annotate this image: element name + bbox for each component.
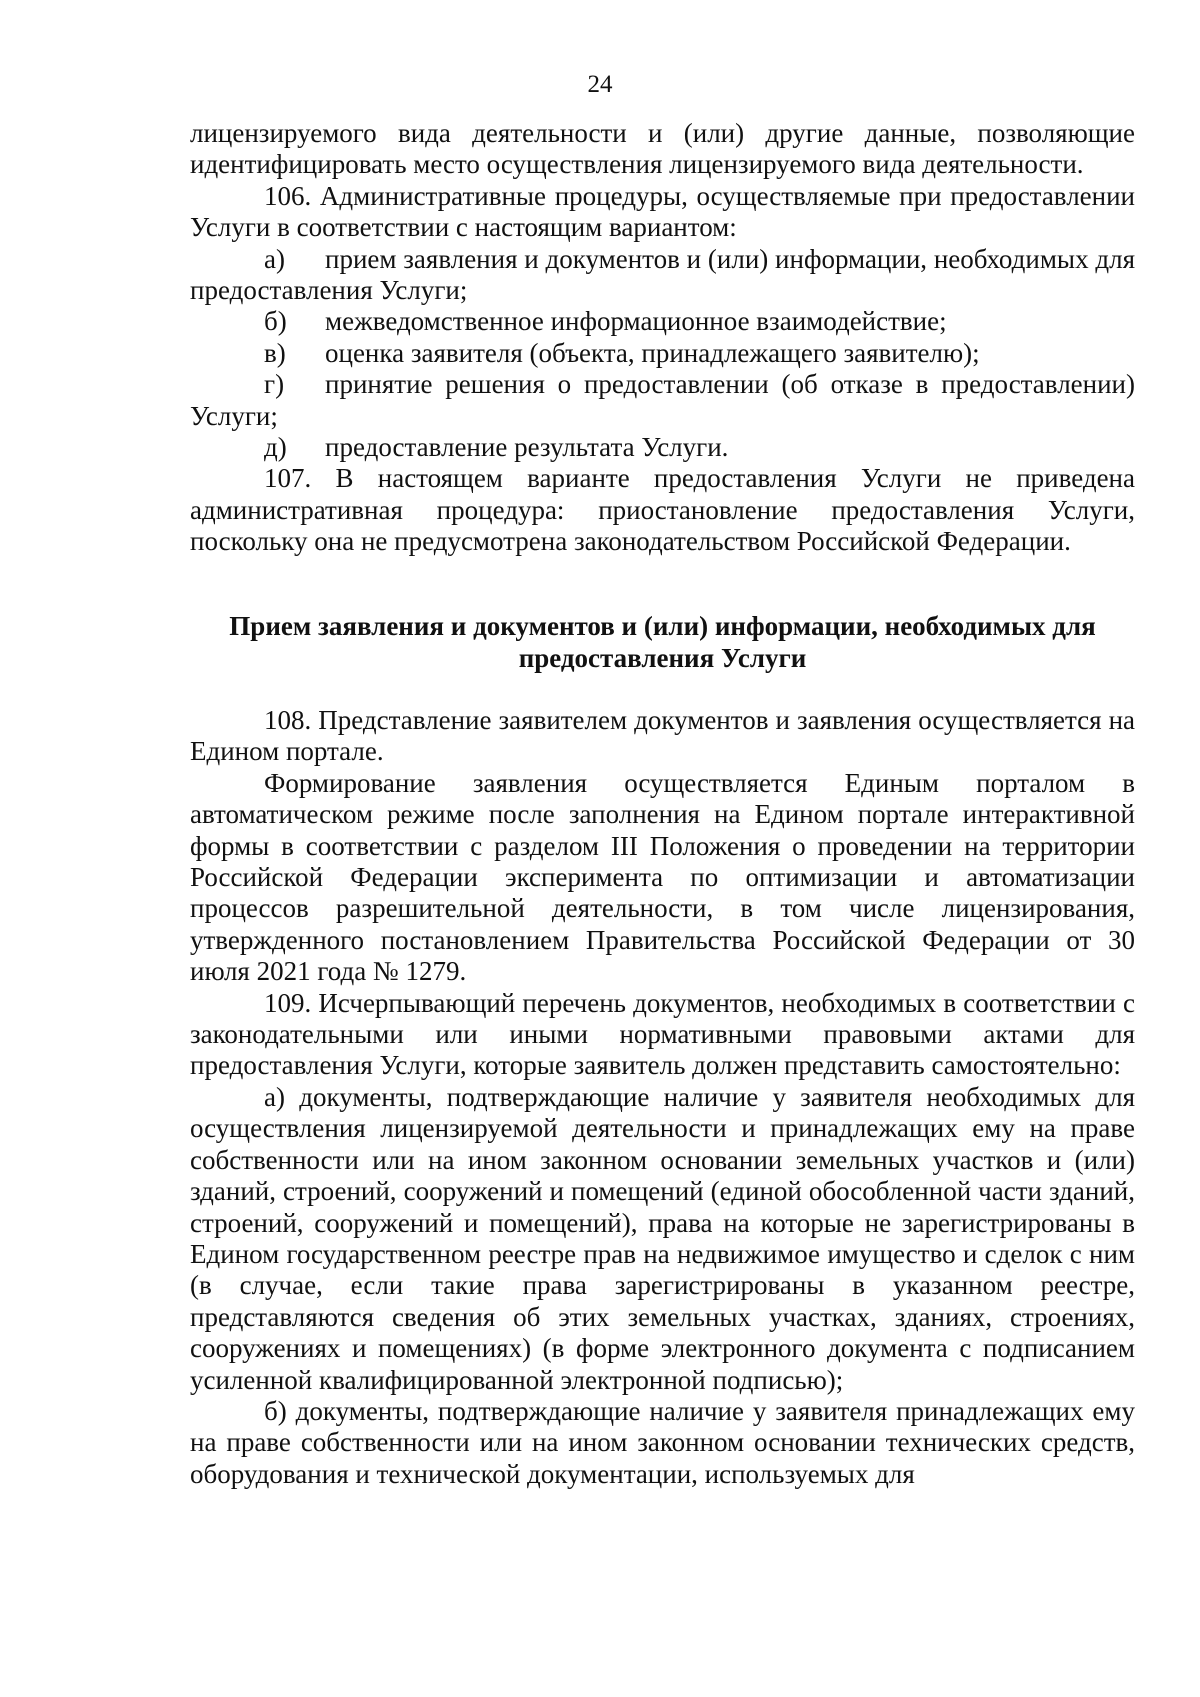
list-item-d [190, 432, 1135, 463]
list-item-b [190, 306, 1135, 337]
section-heading [190, 610, 1135, 674]
list-marker: в) [264, 337, 286, 368]
list-item-text: прием заявления и документов и (или) информации, необходимых для предоставления Услуги; [190, 243, 1135, 306]
paragraph-108-formation: Формирование заявления осуществляется Единым порталом в автоматическом режиме после заполнения на Едином портале интерактивной формы в соответствии с разделом III Положения о проведении на территории Российской Федерации эксперимента по оптимизации и автоматизации процессов разрешительной деятельности, в том числе лицензирования, утвержденного постановлением Правительства Российской Федерации от 30 июля 2021 года № 1279. [190, 767, 1135, 987]
page-number: 24 [587, 71, 613, 98]
list-item-a [190, 244, 1135, 307]
list-item-text: межведомственное информационное взаимодействие; [325, 306, 947, 337]
section-heading-line-2: предоставления Услуги [518, 643, 807, 673]
list-marker: б) [264, 306, 287, 337]
list-item-text: принятие решения о предоставлении (об отказе в предоставлении) Услуги; [190, 369, 1135, 431]
paragraph-109-b: б) документы, подтверждающие наличие у заявителя принадлежащих ему на праве собственности или на ином законном основании технических средств, оборудования и технической документации, используемых для [190, 1395, 1135, 1489]
list-marker: г) [264, 369, 285, 400]
paragraph-109-a: а) документы, подтверждающие наличие у заявителя необходимых для осуществления лицензируемой деятельности и принадлежащих ему на праве собственности или на ином законном основании земельных участков и (или) зданий, строений, сооружений и помещений (единой обособленной части зданий, строений, сооружений и помещений), права на которые не зарегистрированы в Едином государственном реестре прав на недвижимое имущество и сделок с ним (в случае, если такие права зарегистрированы в указанном реестре, представляются сведения об этих земельных участках, зданиях, строениях, сооружениях и помещениях) (в форме электронного документа с подписанием усиленной квалифицированной электронной подписью); [190, 1081, 1135, 1395]
paragraph-109: 109. Исчерпывающий перечень документов, необходимых в соответствии с законодательными или иными нормативными правовыми актами для предоставления Услуги, которые заявитель должен представить самостоятельно: [190, 987, 1135, 1081]
list-item-text: оценка заявителя (объекта, принадлежащего заявителю); [325, 337, 980, 368]
paragraph-107: 107. В настоящем варианте предоставления Услуги не приведена административная процедура: приостановление предоставления Услуги, поскольку она не предусмотрена законодательством Российской Федерации. [190, 463, 1135, 557]
list-item-v [190, 338, 1135, 369]
paragraph-106: 106. Административные процедуры, осуществляемые при предоставлении Услуги в соответствии с настоящим вариантом: [190, 180, 1135, 243]
paragraph-continuation: лицензируемого вида деятельности и (или) другие данные, позволяющие идентифицировать место осуществления лицензируемого вида деятельности. [190, 118, 1135, 180]
section-heading-line-1: Прием заявления и документов и (или) информации, необходимых для [229, 611, 1096, 641]
top-text-block [190, 118, 1135, 558]
paragraph-108: 108. Представление заявителем документов и заявления осуществляется на Едином портале. [190, 705, 1135, 767]
main-text-block [190, 705, 1135, 1490]
list-marker: а) [264, 243, 285, 274]
list-marker: д) [264, 432, 287, 463]
list-item-g [190, 369, 1135, 432]
list-item-text: предоставление результата Услуги. [325, 432, 729, 463]
